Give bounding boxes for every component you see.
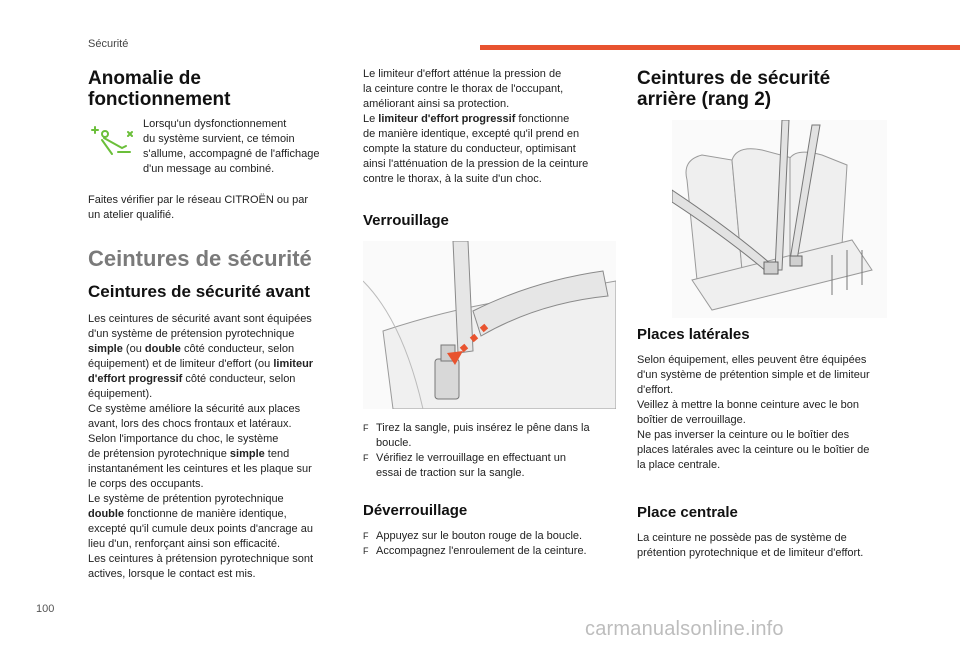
front-text-segment: fonctionne de manière identique, <box>124 508 287 520</box>
front-text-segment: de prétension pyrotechnique <box>88 448 230 460</box>
side-text-line: Ne pas inverser la ceinture ou le boîtier des <box>637 429 850 441</box>
front-text-segment: côté conducteur, selon <box>182 373 296 385</box>
center-title-block <box>637 504 889 522</box>
rear-seats-illustration <box>672 120 887 318</box>
side-text-line: d'un système de prétention simple et de limiteur <box>637 369 870 381</box>
unlock-step-item-line: Accompagnez l'enroulement de la ceinture. <box>376 545 587 557</box>
front-text-line <box>88 328 294 340</box>
buckle-illustration <box>363 241 616 409</box>
lock-title: Verrouillage <box>363 212 449 229</box>
limiter-text-line <box>363 158 588 170</box>
limiter-text-segment: compte la stature du conducteur, optimisant <box>363 143 576 155</box>
front-text-bold-term: simple <box>229 448 265 460</box>
limiter-text-bold-term: limiteur d'effort progressif <box>378 113 516 125</box>
lock-step-item-line: Vérifiez le verrouillage en effectuant un <box>376 452 566 464</box>
lock-title-block <box>363 212 615 230</box>
front-text-segment: Ce système améliore la sécurité aux places <box>88 403 301 415</box>
bullet-arrow-icon: F <box>363 531 369 541</box>
rear-title <box>637 68 907 110</box>
main-title: Ceintures de sécurité <box>88 246 312 271</box>
lock-step-item <box>363 451 618 481</box>
lock-step-item-line: essai de traction sur la sangle. <box>376 467 525 479</box>
limiter-text-segment: Le <box>363 113 379 125</box>
side-text-line: places latérales avec la ceinture ou le boîtier de <box>637 444 870 456</box>
front-text-line <box>88 373 295 385</box>
warning-text-line: Lorsqu'un dysfonctionnement <box>143 118 287 130</box>
lock-bullet-list <box>363 421 618 481</box>
front-text-line <box>88 568 256 580</box>
anomaly-title <box>88 68 340 110</box>
center-text-block <box>637 531 902 561</box>
rear-title-line1: Ceintures de sécurité <box>637 68 831 89</box>
header-accent-bar <box>480 45 960 50</box>
front-text-line <box>88 478 204 490</box>
warning-text-line: d'un message au combiné. <box>143 163 275 175</box>
side-text-line: Selon équipement, elles peuvent être équipées <box>637 354 867 366</box>
front-text-line <box>88 343 294 355</box>
side-text-line: boîtier de verrouillage. <box>637 414 746 426</box>
front-text-segment: excepté qu'il cumule deux points d'ancrage au <box>88 523 313 535</box>
center-text <box>637 531 902 561</box>
warning-text <box>143 117 343 177</box>
anomaly-title-line2: fonctionnement <box>88 89 231 110</box>
side-title-block <box>637 326 889 344</box>
front-text-line <box>88 523 313 535</box>
front-text-line <box>88 538 280 550</box>
limiter-text-line <box>363 113 569 125</box>
side-text-line: d'effort. <box>637 384 674 396</box>
lock-steps <box>363 421 618 481</box>
front-text-segment: instantanément les ceintures et les plaque sur <box>88 463 312 475</box>
bullet-arrow-icon: F <box>363 453 369 463</box>
front-title-block <box>88 281 348 302</box>
limiter-text-line <box>363 98 509 110</box>
front-text-bold-term: double <box>88 508 125 520</box>
side-text-line: Veillez à mettre la bonne ceinture avec le bon <box>637 399 859 411</box>
limiter-text-segment: fonctionne <box>515 113 570 125</box>
front-text <box>88 312 348 582</box>
limiter-text-line <box>363 128 579 140</box>
limiter-text-segment: contre le thorax, à la suite d'un choc. <box>363 173 542 185</box>
limiter-text-segment: améliorant ainsi sa protection. <box>363 98 510 110</box>
anomaly-title-line1: Anomalie de <box>88 68 201 89</box>
front-text-line <box>88 553 313 565</box>
bullet-arrow-icon: F <box>363 546 369 556</box>
check-text-line: Faites vérifier par le réseau CITROËN ou par <box>88 194 309 206</box>
unlock-step-item-line: Appuyez sur le bouton rouge de la boucle. <box>376 530 583 542</box>
front-text-line <box>88 403 300 415</box>
limiter-text-line <box>363 173 542 185</box>
limiter-text-line <box>363 83 563 95</box>
lock-step-item-line: boucle. <box>376 437 412 449</box>
lock-step-item <box>363 421 618 451</box>
front-title: Ceintures de sécurité avant <box>88 282 311 301</box>
front-text-segment: équipement) et de limiteur d'effort (ou <box>88 358 274 370</box>
limiter-text-line <box>363 68 561 80</box>
check-text-block <box>88 193 340 223</box>
unlock-step-item <box>363 529 618 544</box>
bullet-arrow-icon: F <box>363 423 369 433</box>
rear-title-line2: arrière (rang 2) <box>637 89 772 110</box>
limiter-text <box>363 67 618 187</box>
front-text-segment: d'un système de prétension pyrotechnique <box>88 328 295 340</box>
rear-title-block <box>637 68 907 110</box>
page-number: 100 <box>36 603 55 615</box>
front-text-segment: le corps des occupants. <box>88 478 204 490</box>
side-text-line: la place centrale. <box>637 459 721 471</box>
side-text-block <box>637 353 902 473</box>
front-text-segment: Selon l'importance du choc, le système <box>88 433 279 445</box>
limiter-text-segment: ainsi l'atténuation de la pression de la ceinture <box>363 158 589 170</box>
unlock-step-item <box>363 544 618 559</box>
lock-step-item-line: Tirez la sangle, puis insérez le pêne dans la <box>376 422 590 434</box>
front-text-segment: Les ceintures de sécurité avant sont équipées <box>88 313 312 325</box>
front-text-segment: lieu d'un, renforçant ainsi son efficacité. <box>88 538 281 550</box>
watermark: carmanualsonline.info <box>585 618 784 640</box>
warning-text-block <box>143 117 343 177</box>
unlock-steps <box>363 529 618 559</box>
limiter-text-segment: Le limiteur d'effort atténue la pression de <box>363 68 562 80</box>
front-text-segment: Les ceintures à prétension pyrotechnique sont <box>88 553 314 565</box>
main-title-block <box>88 246 340 272</box>
unlock-title-block <box>363 502 615 520</box>
front-text-segment: tend <box>264 448 290 460</box>
unlock-title: Déverrouillage <box>363 502 468 519</box>
side-text <box>637 353 902 473</box>
front-text-line <box>88 493 284 505</box>
front-text-segment: équipement). <box>88 388 153 400</box>
column-1 <box>88 68 340 110</box>
front-text-line <box>88 388 152 400</box>
check-text-line: un atelier qualifié. <box>88 209 175 221</box>
check-text <box>88 193 340 223</box>
front-text-bold-term: double <box>144 343 181 355</box>
warning-text-line: s'allume, accompagné de l'affichage <box>143 148 320 160</box>
front-text-segment: avant, lors des chocs frontaux et latéraux. <box>88 418 292 430</box>
front-text-line <box>88 508 287 520</box>
warning-text-line: du système survient, ce témoin <box>143 133 295 145</box>
front-text-line <box>88 463 312 475</box>
front-text-segment: (ou <box>122 343 145 355</box>
front-text-line <box>88 418 292 430</box>
section-label: Sécurité <box>88 38 129 50</box>
side-title: Places latérales <box>637 326 750 343</box>
front-text-line <box>88 433 278 445</box>
front-text-line <box>88 358 313 370</box>
seatbelt-warning-icon <box>88 124 134 161</box>
unlock-bullet-list <box>363 529 618 559</box>
limiter-text-segment: la ceinture contre le thorax de l'occupant, <box>363 83 564 95</box>
front-text-segment: Le système de prétention pyrotechnique <box>88 493 284 505</box>
center-text-line: prétention pyrotechnique et de limiteur d'effort. <box>637 547 864 559</box>
limiter-text-block <box>363 67 618 187</box>
center-text-line: La ceinture ne possède pas de système de <box>637 532 847 544</box>
front-text-line <box>88 448 289 460</box>
limiter-text-segment: de manière identique, excepté qu'il prend en <box>363 128 580 140</box>
front-text-bold-term: simple <box>88 343 123 355</box>
limiter-text-line <box>363 143 576 155</box>
center-title: Place centrale <box>637 504 738 521</box>
front-text-bold-term: limiteur <box>273 358 314 370</box>
front-text-segment: actives, lorsque le contact est mis. <box>88 568 256 580</box>
front-text-bold-term: d'effort progressif <box>88 373 183 385</box>
front-text-block <box>88 312 348 582</box>
front-text-segment: côté conducteur, selon <box>180 343 295 355</box>
front-text-line <box>88 313 312 325</box>
